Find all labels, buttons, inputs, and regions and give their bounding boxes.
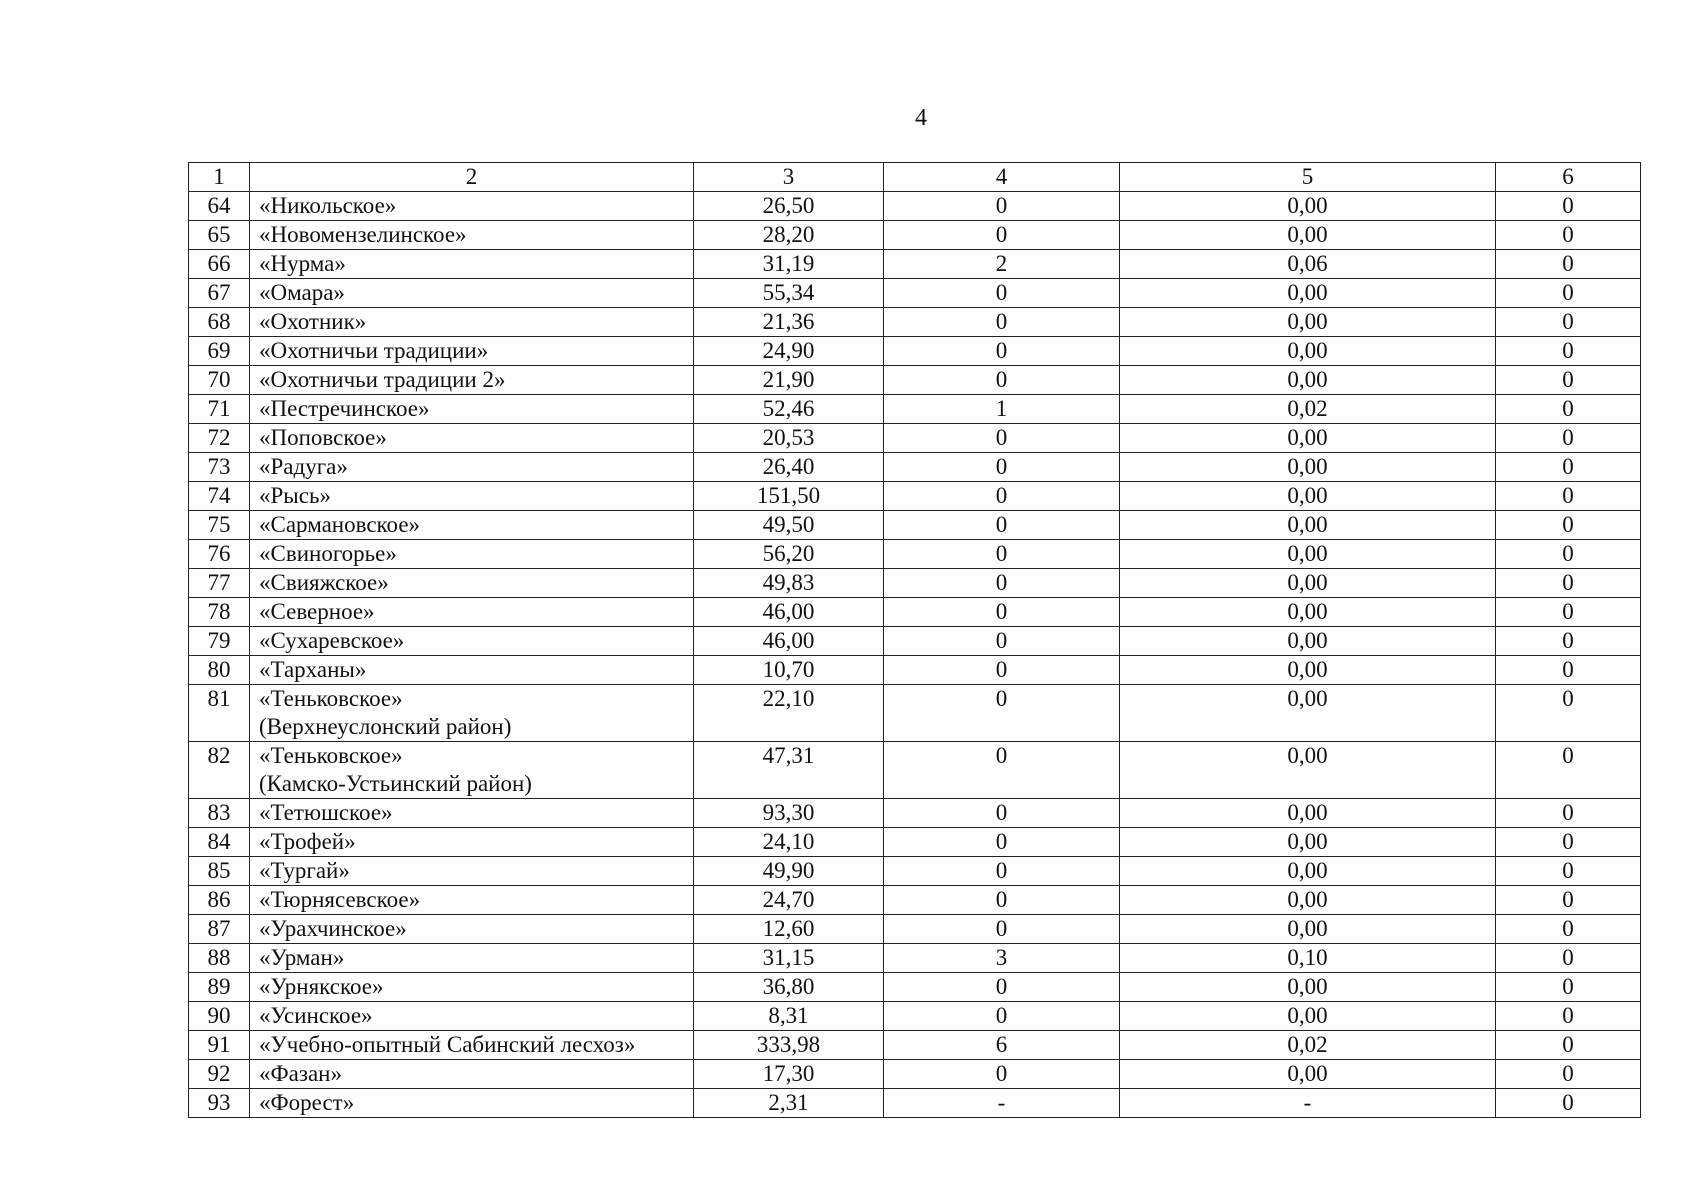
column-6-value: 0: [1496, 279, 1641, 308]
hunting-ground-name-line: «Пестречинское»: [259, 396, 430, 421]
hunting-ground-name-line: «Теньковское»: [259, 686, 403, 711]
column-6-value: 0: [1496, 857, 1641, 886]
hunting-ground-name-line: «Охотник»: [259, 309, 367, 334]
hunting-ground-name-line: «Северное»: [259, 599, 375, 624]
column-3-value: 47,31: [694, 742, 884, 799]
column-6-value: 0: [1496, 540, 1641, 569]
column-4-value: 0: [884, 453, 1120, 482]
hunting-ground-name-line: «Охотничьи традиции 2»: [259, 367, 506, 392]
table-row: [189, 366, 1641, 395]
hunting-ground-name-line: «Сухаревское»: [259, 628, 405, 653]
column-5-value: 0,00: [1120, 511, 1496, 540]
table-row: [189, 279, 1641, 308]
column-5-value: 0,00: [1120, 337, 1496, 366]
row-number: 73: [189, 453, 250, 482]
column-5-value: 0,00: [1120, 656, 1496, 685]
hunting-ground-name-line: «Рысь»: [259, 483, 331, 508]
row-number: 76: [189, 540, 250, 569]
column-6-value: 0: [1496, 424, 1641, 453]
column-4-value: 0: [884, 308, 1120, 337]
column-3-value: 151,50: [694, 482, 884, 511]
column-5-value: 0,00: [1120, 540, 1496, 569]
hunting-ground-name: [250, 973, 694, 1002]
column-5-value: 0,00: [1120, 453, 1496, 482]
table-row: [189, 250, 1641, 279]
row-number: 91: [189, 1031, 250, 1060]
column-4-value: 0: [884, 915, 1120, 944]
row-number: 69: [189, 337, 250, 366]
column-5-value: 0,06: [1120, 250, 1496, 279]
row-number: 70: [189, 366, 250, 395]
hunting-ground-name-line: «Учебно-опытный Сабинский лесхоз»: [259, 1032, 636, 1057]
hunting-ground-name-line: «Форест»: [259, 1090, 355, 1115]
table-row: [189, 1002, 1641, 1031]
row-number: 83: [189, 799, 250, 828]
column-5-value: 0,10: [1120, 944, 1496, 973]
hunting-ground-name: [250, 1060, 694, 1089]
column-3-value: 49,83: [694, 569, 884, 598]
column-3-value: 49,50: [694, 511, 884, 540]
hunting-ground-name-line: «Теньковское»: [259, 743, 403, 768]
row-number: 66: [189, 250, 250, 279]
column-6-value: 0: [1496, 337, 1641, 366]
row-number: 87: [189, 915, 250, 944]
column-4-value: 0: [884, 1060, 1120, 1089]
column-6-value: 0: [1496, 1031, 1641, 1060]
column-4-value: 0: [884, 886, 1120, 915]
row-number: 79: [189, 627, 250, 656]
column-5-value: -: [1120, 1089, 1496, 1118]
column-number-6: 6: [1496, 163, 1641, 192]
column-number-row: [189, 163, 1641, 192]
column-3-value: 22,10: [694, 685, 884, 742]
column-6-value: 0: [1496, 973, 1641, 1002]
hunting-ground-name: [250, 453, 694, 482]
table-row: [189, 1060, 1641, 1089]
column-3-value: 52,46: [694, 395, 884, 424]
column-6-value: 0: [1496, 395, 1641, 424]
column-6-value: 0: [1496, 944, 1641, 973]
hunting-ground-name-line: «Новомензелинское»: [259, 222, 467, 247]
hunting-ground-name: [250, 656, 694, 685]
column-4-value: 0: [884, 337, 1120, 366]
row-number: 81: [189, 685, 250, 742]
row-number: 75: [189, 511, 250, 540]
column-4-value: 0: [884, 742, 1120, 799]
column-3-value: 93,30: [694, 799, 884, 828]
column-5-value: 0,00: [1120, 857, 1496, 886]
row-number: 77: [189, 569, 250, 598]
hunting-ground-name: [250, 482, 694, 511]
hunting-ground-name: [250, 250, 694, 279]
column-4-value: 6: [884, 1031, 1120, 1060]
table-row: [189, 540, 1641, 569]
row-number: 80: [189, 656, 250, 685]
table-row: [189, 1089, 1641, 1118]
row-number: 65: [189, 221, 250, 250]
row-number: 68: [189, 308, 250, 337]
table-row: [189, 337, 1641, 366]
column-3-value: 2,31: [694, 1089, 884, 1118]
hunting-ground-name: [250, 279, 694, 308]
column-4-value: 1: [884, 395, 1120, 424]
table-row: [189, 828, 1641, 857]
column-6-value: 0: [1496, 1002, 1641, 1031]
column-6-value: 0: [1496, 221, 1641, 250]
column-3-value: 46,00: [694, 627, 884, 656]
column-5-value: 0,00: [1120, 915, 1496, 944]
row-number: 90: [189, 1002, 250, 1031]
hunting-ground-name: [250, 395, 694, 424]
column-3-value: 24,90: [694, 337, 884, 366]
table-row: [189, 656, 1641, 685]
hunting-ground-name: [250, 424, 694, 453]
column-3-value: 10,70: [694, 656, 884, 685]
column-4-value: 0: [884, 627, 1120, 656]
table-row: [189, 424, 1641, 453]
hunting-ground-name: [250, 915, 694, 944]
column-3-value: 31,15: [694, 944, 884, 973]
column-number-1: 1: [189, 163, 250, 192]
hunting-ground-name-line: «Урахчинское»: [259, 916, 407, 941]
column-6-value: 0: [1496, 308, 1641, 337]
hunting-ground-name-line: «Фазан»: [259, 1061, 342, 1086]
column-4-value: 0: [884, 221, 1120, 250]
hunting-ground-name: [250, 598, 694, 627]
column-6-value: 0: [1496, 828, 1641, 857]
table-row: [189, 944, 1641, 973]
hunting-ground-name: [250, 685, 694, 742]
column-6-value: 0: [1496, 250, 1641, 279]
column-5-value: 0,00: [1120, 1060, 1496, 1089]
data-table: [188, 162, 1641, 1118]
column-4-value: 0: [884, 482, 1120, 511]
column-6-value: 0: [1496, 482, 1641, 511]
hunting-ground-name: [250, 540, 694, 569]
hunting-ground-name: [250, 1031, 694, 1060]
column-5-value: 0,00: [1120, 828, 1496, 857]
hunting-ground-name: [250, 569, 694, 598]
column-4-value: 0: [884, 279, 1120, 308]
column-4-value: 0: [884, 366, 1120, 395]
column-6-value: 0: [1496, 799, 1641, 828]
column-3-value: 31,19: [694, 250, 884, 279]
column-5-value: 0,00: [1120, 192, 1496, 221]
table-row: [189, 627, 1641, 656]
column-3-value: 12,60: [694, 915, 884, 944]
hunting-ground-name: [250, 944, 694, 973]
column-6-value: 0: [1496, 1060, 1641, 1089]
hunting-ground-name-line: «Тарханы»: [259, 657, 367, 682]
column-4-value: 0: [884, 656, 1120, 685]
hunting-ground-name: [250, 221, 694, 250]
column-3-value: 24,70: [694, 886, 884, 915]
column-6-value: 0: [1496, 192, 1641, 221]
hunting-ground-name-line: «Охотничьи традиции»: [259, 338, 489, 363]
hunting-ground-name-line: «Омара»: [259, 280, 345, 305]
column-3-value: 55,34: [694, 279, 884, 308]
row-number: 74: [189, 482, 250, 511]
column-3-value: 26,50: [694, 192, 884, 221]
hunting-ground-name-line: «Тургай»: [259, 858, 350, 883]
row-number: 88: [189, 944, 250, 973]
page-number: 4: [915, 105, 927, 131]
table-row: [189, 308, 1641, 337]
row-number: 64: [189, 192, 250, 221]
column-6-value: 0: [1496, 569, 1641, 598]
column-4-value: -: [884, 1089, 1120, 1118]
table-row: [189, 511, 1641, 540]
column-number-3: 3: [694, 163, 884, 192]
column-6-value: 0: [1496, 656, 1641, 685]
column-4-value: 0: [884, 1002, 1120, 1031]
row-number: 85: [189, 857, 250, 886]
column-6-value: 0: [1496, 685, 1641, 742]
hunting-ground-name-line: «Сармановское»: [259, 512, 421, 537]
hunting-ground-name: [250, 857, 694, 886]
hunting-ground-name: [250, 1089, 694, 1118]
hunting-ground-name-line: «Свияжское»: [259, 570, 389, 595]
column-3-value: 46,00: [694, 598, 884, 627]
hunting-ground-name: [250, 742, 694, 799]
column-5-value: 0,00: [1120, 569, 1496, 598]
hunting-ground-name: [250, 511, 694, 540]
hunting-ground-name-line: «Радуга»: [259, 454, 348, 479]
column-4-value: 0: [884, 598, 1120, 627]
row-number: 71: [189, 395, 250, 424]
table-row: [189, 395, 1641, 424]
column-5-value: 0,02: [1120, 1031, 1496, 1060]
column-number-5: 5: [1120, 163, 1496, 192]
column-3-value: 21,36: [694, 308, 884, 337]
column-6-value: 0: [1496, 1089, 1641, 1118]
row-number: 93: [189, 1089, 250, 1118]
row-number: 86: [189, 886, 250, 915]
table-row: [189, 799, 1641, 828]
column-4-value: 0: [884, 828, 1120, 857]
hunting-ground-name-line: «Никольское»: [259, 193, 397, 218]
column-6-value: 0: [1496, 915, 1641, 944]
hunting-ground-name-line: «Урнякское»: [259, 974, 384, 999]
row-number: 78: [189, 598, 250, 627]
column-4-value: 0: [884, 540, 1120, 569]
column-5-value: 0,00: [1120, 1002, 1496, 1031]
hunting-ground-name: [250, 366, 694, 395]
column-5-value: 0,00: [1120, 221, 1496, 250]
hunting-ground-name: [250, 308, 694, 337]
hunting-ground-district: (Камско-Устьинский район): [259, 771, 532, 796]
column-4-value: 0: [884, 973, 1120, 1002]
row-number: 67: [189, 279, 250, 308]
column-3-value: 20,53: [694, 424, 884, 453]
hunting-ground-district: (Верхнеуслонский район): [259, 714, 512, 739]
table-row: [189, 1031, 1641, 1060]
hunting-ground-name-line: «Тетюшское»: [259, 800, 393, 825]
column-4-value: 0: [884, 685, 1120, 742]
column-4-value: 2: [884, 250, 1120, 279]
column-number-2: 2: [250, 163, 694, 192]
column-5-value: 0,00: [1120, 742, 1496, 799]
table-row: [189, 742, 1641, 799]
table-row: [189, 857, 1641, 886]
column-5-value: 0,00: [1120, 973, 1496, 1002]
column-3-value: 28,20: [694, 221, 884, 250]
column-3-value: 17,30: [694, 1060, 884, 1089]
table-row: [189, 886, 1641, 915]
column-5-value: 0,00: [1120, 279, 1496, 308]
column-3-value: 36,80: [694, 973, 884, 1002]
hunting-ground-name-line: «Нурма»: [259, 251, 346, 276]
column-4-value: 0: [884, 424, 1120, 453]
row-number: 84: [189, 828, 250, 857]
column-3-value: 26,40: [694, 453, 884, 482]
table-row: [189, 598, 1641, 627]
column-6-value: 0: [1496, 886, 1641, 915]
row-number: 92: [189, 1060, 250, 1089]
hunting-ground-name: [250, 627, 694, 656]
row-number: 89: [189, 973, 250, 1002]
column-4-value: 0: [884, 857, 1120, 886]
column-5-value: 0,00: [1120, 366, 1496, 395]
column-6-value: 0: [1496, 598, 1641, 627]
column-5-value: 0,00: [1120, 598, 1496, 627]
row-number: 82: [189, 742, 250, 799]
column-6-value: 0: [1496, 453, 1641, 482]
table-row: [189, 915, 1641, 944]
table-body: [189, 163, 1641, 1118]
hunting-ground-name-line: «Урман»: [259, 945, 345, 970]
column-5-value: 0,00: [1120, 685, 1496, 742]
table-row: [189, 192, 1641, 221]
table-row: [189, 973, 1641, 1002]
table-row: [189, 569, 1641, 598]
row-number: 72: [189, 424, 250, 453]
column-number-4: 4: [884, 163, 1120, 192]
hunting-ground-name: [250, 1002, 694, 1031]
column-3-value: 24,10: [694, 828, 884, 857]
column-6-value: 0: [1496, 511, 1641, 540]
hunting-ground-name: [250, 799, 694, 828]
hunting-ground-name-line: «Тюрнясевское»: [259, 887, 421, 912]
hunting-ground-name-line: «Поповское»: [259, 425, 387, 450]
column-3-value: 21,90: [694, 366, 884, 395]
table-row: [189, 482, 1641, 511]
column-5-value: 0,00: [1120, 424, 1496, 453]
table-row: [189, 221, 1641, 250]
column-5-value: 0,00: [1120, 799, 1496, 828]
column-5-value: 0,02: [1120, 395, 1496, 424]
table-row: [189, 685, 1641, 742]
column-5-value: 0,00: [1120, 308, 1496, 337]
column-4-value: 3: [884, 944, 1120, 973]
hunting-ground-name: [250, 337, 694, 366]
column-3-value: 333,98: [694, 1031, 884, 1060]
data-table-container: [188, 162, 1640, 1118]
column-5-value: 0,00: [1120, 886, 1496, 915]
hunting-ground-name-line: «Усинское»: [259, 1003, 373, 1028]
column-3-value: 49,90: [694, 857, 884, 886]
column-4-value: 0: [884, 511, 1120, 540]
column-4-value: 0: [884, 569, 1120, 598]
hunting-ground-name: [250, 886, 694, 915]
column-3-value: 8,31: [694, 1002, 884, 1031]
column-5-value: 0,00: [1120, 482, 1496, 511]
column-5-value: 0,00: [1120, 627, 1496, 656]
column-6-value: 0: [1496, 366, 1641, 395]
hunting-ground-name: [250, 192, 694, 221]
hunting-ground-name: [250, 828, 694, 857]
column-4-value: 0: [884, 192, 1120, 221]
column-6-value: 0: [1496, 742, 1641, 799]
column-3-value: 56,20: [694, 540, 884, 569]
table-row: [189, 453, 1641, 482]
column-6-value: 0: [1496, 627, 1641, 656]
hunting-ground-name-line: «Трофей»: [259, 829, 356, 854]
hunting-ground-name-line: «Свиногорье»: [259, 541, 397, 566]
column-4-value: 0: [884, 799, 1120, 828]
